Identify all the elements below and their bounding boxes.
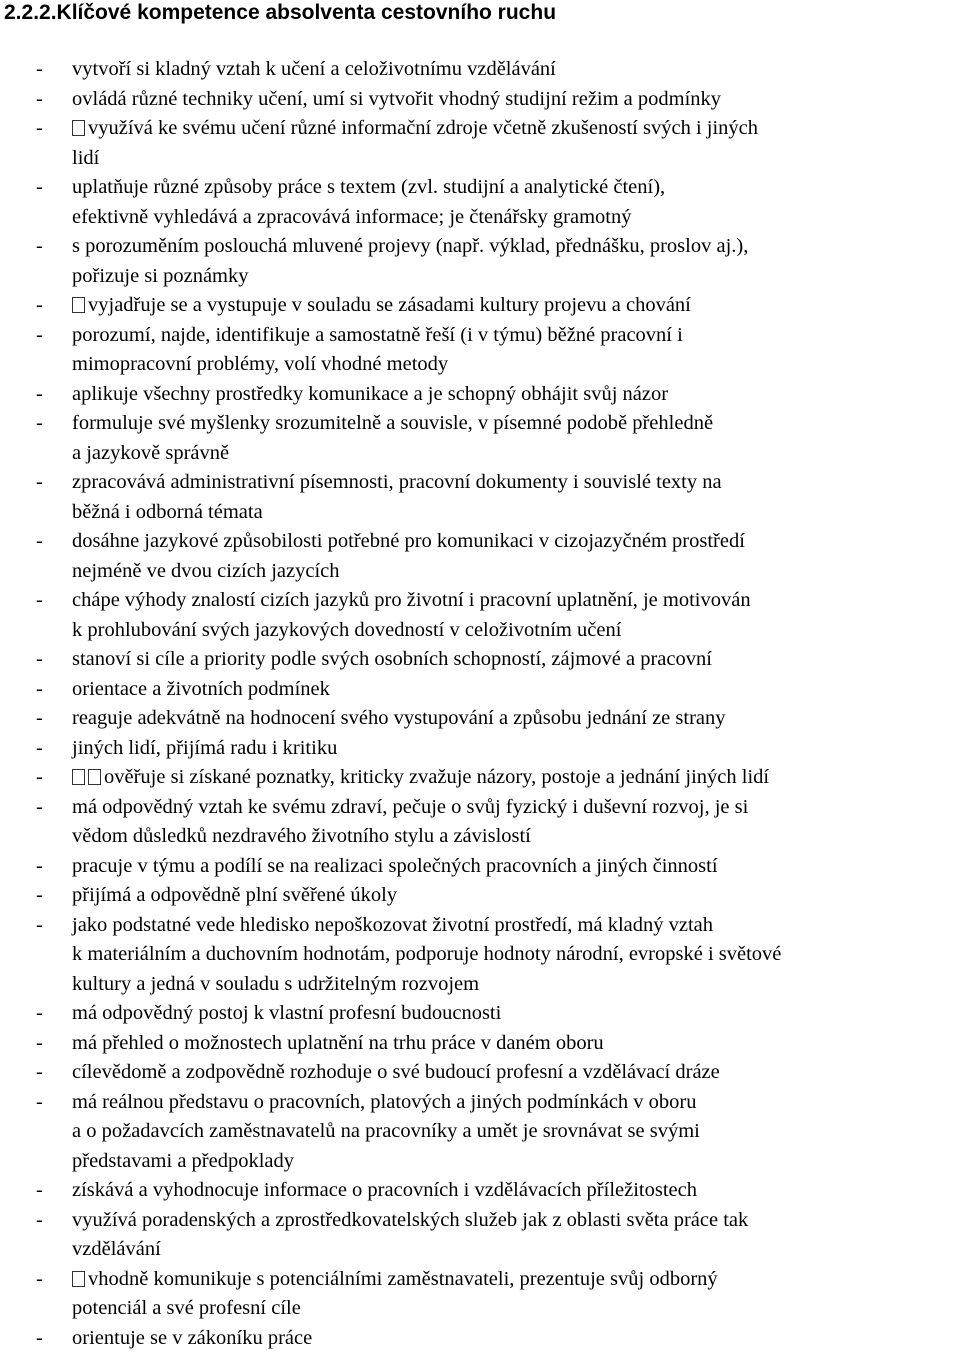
list-item	[0, 1206, 960, 1236]
list-item-continuation	[0, 498, 960, 528]
bullet-dash: -	[36, 1267, 43, 1290]
bullet-dash: -	[36, 648, 43, 670]
missing-glyph-box	[72, 297, 85, 313]
list-item-label: představami a předpoklady	[72, 1149, 295, 1172]
bullet-dash: -	[36, 795, 43, 818]
list-item	[0, 852, 960, 882]
list-item-text	[72, 704, 726, 734]
list-item	[0, 1176, 960, 1206]
list-item	[0, 734, 960, 764]
list-item-text	[72, 321, 683, 351]
list-item-label: vyjadřuje se a vystupuje v souladu se zásadami kultury projevu a chování	[88, 294, 691, 316]
list-item-label: kultury a jedná v souladu s udržitelným rozvojem	[72, 972, 480, 995]
list-item-text	[72, 114, 758, 144]
list-item-label: má reálnou představu o pracovních, platových a jiných podmínkách v oboru	[72, 1090, 697, 1113]
list-item-text	[72, 1088, 697, 1118]
list-item-label: jako podstatné vede hledisko nepoškozovat životní prostředí, má kladný vztah	[72, 913, 714, 936]
list-item	[0, 291, 960, 321]
list-item-label: využívá poradenských a zprostředkovatelských služeb jak z oblasti světa práce tak	[72, 1208, 749, 1231]
list-item-continuation	[0, 1147, 960, 1177]
list-item-label: přijímá a odpovědně plní svěřené úkoly	[72, 884, 398, 906]
list-item-text	[72, 291, 691, 321]
list-item-label: dosáhne jazykové způsobilosti potřebné pro komunikaci v cizojazyčném prostředí	[72, 530, 745, 552]
list-item-label: ověřuje si získané poznatky, kriticky zvažuje názory, postoje a jednání jiných lidí	[104, 766, 770, 788]
list-item-text	[72, 645, 712, 675]
list-item-label: porozumí, najde, identifikuje a samostatně řeší (i v týmu) běžné pracovní i	[72, 323, 683, 346]
list-item-continuation	[0, 970, 960, 1000]
list-item-label: a o požadavcích zaměstnavatelů na pracovníky a umět je srovnávat se svými	[72, 1120, 700, 1142]
list-item-continuation	[0, 616, 960, 646]
list-item-label: běžná i odborná témata	[72, 500, 263, 523]
list-item-text	[72, 911, 713, 941]
list-item-label: stanoví si cíle a priority podle svých osobních schopností, zájmové a pracovní	[72, 648, 712, 670]
bullet-dash: -	[36, 1179, 43, 1201]
list-item-label: mimopracovní problémy, volí vhodné metody	[72, 353, 449, 375]
list-item-label: cílevědomě a zodpovědně rozhoduje o své budoucí profesní a vzdělávací dráze	[72, 1061, 720, 1083]
list-item-label: formuluje své myšlenky srozumitelně a souvisle, v písemné podobě přehledně	[72, 412, 714, 434]
list-item-label: získává a vyhodnocuje informace o pracovních i vzdělávacích příležitostech	[72, 1179, 697, 1201]
list-item	[0, 85, 960, 115]
list-item-label: efektivně vyhledává a zpracovává informace; je čtenářsky gramotný	[72, 205, 632, 228]
list-item-text	[72, 85, 721, 115]
list-item-text	[72, 1058, 720, 1088]
list-item	[0, 380, 960, 410]
list-item-text	[72, 1147, 294, 1177]
bullet-dash: -	[36, 235, 43, 257]
list-item-label: s porozuměním poslouchá mluvené projevy (např. výklad, přednášku, proslov aj.),	[72, 235, 749, 257]
section-heading: 2.2.2.Klíčové kompetence absolventa cestovního ruchu	[4, 1, 557, 24]
list-item-text	[72, 144, 99, 174]
list-item-text	[72, 203, 632, 233]
list-item-text	[72, 1176, 697, 1206]
list-item	[0, 527, 960, 557]
list-item-text	[72, 763, 769, 793]
list-item-label: k materiálním a duchovním hodnotám, podporuje hodnoty národní, evropské i světové	[72, 943, 782, 965]
list-item-text	[72, 439, 229, 469]
list-item-continuation	[0, 262, 960, 292]
list-item	[0, 114, 960, 144]
bullet-dash: -	[36, 913, 43, 936]
list-item-text	[72, 380, 668, 410]
bullet-dash: -	[36, 58, 43, 80]
list-item-label: vzdělávání	[72, 1238, 161, 1260]
list-item-text	[72, 1265, 718, 1295]
list-item-label: vědom důsledků nezdravého životního stylu a závislostí	[72, 825, 531, 847]
list-item-label: vytvoří si kladný vztah k učení a celoživotnímu vzdělávání	[72, 58, 556, 80]
competence-list	[0, 55, 960, 1353]
missing-glyph-box	[72, 769, 85, 785]
list-item	[0, 675, 960, 705]
list-item	[0, 173, 960, 203]
missing-glyph-box	[72, 120, 85, 136]
list-item-label: k prohlubování svých jazykových dovedností v celoživotním učení	[72, 618, 622, 641]
list-item-text	[72, 881, 397, 911]
list-item-label: aplikuje všechny prostředky komunikace a je schopný obhájit svůj názor	[72, 382, 669, 405]
bullet-dash: -	[36, 294, 43, 316]
list-item-label: a jazykově správně	[72, 441, 230, 464]
list-item-label: orientuje se v zákoníku práce	[72, 1326, 313, 1349]
list-item-continuation	[0, 940, 960, 970]
list-item-text	[72, 793, 748, 823]
list-item-label: ovládá různé techniky učení, umí si vytvořit vhodný studijní režim a podmínky	[72, 87, 722, 110]
bullet-dash: -	[36, 471, 43, 493]
list-item-text	[72, 350, 448, 380]
list-item-text	[72, 1235, 161, 1265]
list-item-text	[72, 675, 330, 705]
list-item-continuation	[0, 1294, 960, 1324]
list-item	[0, 1058, 960, 1088]
list-item	[0, 645, 960, 675]
list-item	[0, 468, 960, 498]
list-item	[0, 999, 960, 1029]
bullet-dash: -	[36, 854, 43, 877]
list-item	[0, 586, 960, 616]
list-item-label: potenciál a své profesní cíle	[72, 1297, 301, 1319]
bullet-dash: -	[36, 884, 43, 906]
list-item	[0, 1324, 960, 1354]
list-item	[0, 1265, 960, 1295]
bullet-dash: -	[36, 117, 43, 139]
list-item-continuation	[0, 557, 960, 587]
list-item-text	[72, 468, 722, 498]
list-item-label: má přehled o možnostech uplatnění na trhu práce v daném oboru	[72, 1031, 604, 1054]
list-item-text	[72, 557, 340, 587]
list-item-label: jiných lidí, přijímá radu i kritiku	[72, 736, 338, 759]
bullet-dash: -	[36, 323, 43, 346]
list-item-label: lidí	[72, 146, 100, 169]
bullet-dash: -	[36, 736, 43, 759]
list-item-text	[72, 232, 748, 262]
list-item-label: má odpovědný postoj k vlastní profesní budoucnosti	[72, 1002, 502, 1024]
list-item-label: má odpovědný vztah ke svému zdraví, pečuje o svůj fyzický i duševní rozvoj, je si	[72, 795, 749, 818]
list-item-text	[72, 498, 263, 528]
list-item	[0, 409, 960, 439]
list-item-text	[72, 1324, 312, 1354]
list-item	[0, 704, 960, 734]
bullet-dash: -	[36, 707, 43, 729]
bullet-dash: -	[36, 412, 43, 434]
list-item-label: orientace a životních podmínek	[72, 677, 330, 700]
list-item-text	[72, 173, 665, 203]
list-item-text	[72, 940, 781, 970]
list-item-label: pracuje v týmu a podílí se na realizaci společných pracovních a jiných činností	[72, 854, 718, 877]
list-item-text	[72, 262, 248, 292]
list-item	[0, 1088, 960, 1118]
missing-glyph-box	[72, 1271, 85, 1287]
list-item-continuation	[0, 350, 960, 380]
bullet-dash: -	[36, 1002, 43, 1024]
list-item	[0, 793, 960, 823]
list-item-continuation	[0, 1235, 960, 1265]
list-item-continuation	[0, 144, 960, 174]
list-item-continuation	[0, 203, 960, 233]
bullet-dash: -	[36, 1061, 43, 1083]
list-item-label: uplatňuje různé způsoby práce s textem (zvl. studijní a analytické čtení),	[72, 176, 666, 198]
bullet-dash: -	[36, 766, 43, 788]
list-item-label: vhodně komunikuje s potenciálními zaměstnavateli, prezentuje svůj odborný	[88, 1267, 718, 1290]
list-item-text	[72, 1117, 700, 1147]
list-item-text	[72, 822, 531, 852]
list-item-label: zpracovává administrativní písemnosti, pracovní dokumenty i souvislé texty na	[72, 471, 722, 493]
list-item-text	[72, 409, 713, 439]
list-item	[0, 55, 960, 85]
list-item-continuation	[0, 439, 960, 469]
list-item	[0, 1029, 960, 1059]
list-item-label: chápe výhody znalostí cizích jazyků pro životní i pracovní uplatnění, je motivován	[72, 589, 751, 611]
list-item-label: využívá ke svému učení různé informační zdroje včetně zkušeností svých i jiných	[88, 117, 759, 139]
list-item-label: pořizuje si poznámky	[72, 264, 249, 287]
bullet-dash: -	[36, 677, 43, 700]
list-item-label: reaguje adekvátně na hodnocení svého vystupování a způsobu jednání ze strany	[72, 707, 726, 729]
list-item-text	[72, 616, 621, 646]
list-item-continuation	[0, 822, 960, 852]
list-item-text	[72, 55, 556, 85]
list-item-text	[72, 1206, 748, 1236]
list-item	[0, 763, 960, 793]
list-item-text	[72, 1029, 604, 1059]
list-item	[0, 232, 960, 262]
bullet-dash: -	[36, 382, 43, 405]
bullet-dash: -	[36, 176, 43, 198]
bullet-dash: -	[36, 87, 43, 110]
list-item	[0, 881, 960, 911]
bullet-dash: -	[36, 1090, 43, 1113]
list-item-text	[72, 970, 479, 1000]
list-item-text	[72, 999, 501, 1029]
list-item-text	[72, 852, 718, 882]
missing-glyph-box	[88, 769, 101, 785]
list-item-text	[72, 586, 751, 616]
list-item	[0, 911, 960, 941]
bullet-dash: -	[36, 1326, 43, 1349]
list-item	[0, 321, 960, 351]
list-item-label: nejméně ve dvou cizích jazycích	[72, 559, 340, 582]
bullet-dash: -	[36, 589, 43, 611]
bullet-dash: -	[36, 1031, 43, 1054]
list-item-text	[72, 527, 745, 557]
list-item-text	[72, 734, 337, 764]
list-item-text	[72, 1294, 301, 1324]
bullet-dash: -	[36, 530, 43, 552]
list-item-continuation	[0, 1117, 960, 1147]
bullet-dash: -	[36, 1208, 43, 1231]
